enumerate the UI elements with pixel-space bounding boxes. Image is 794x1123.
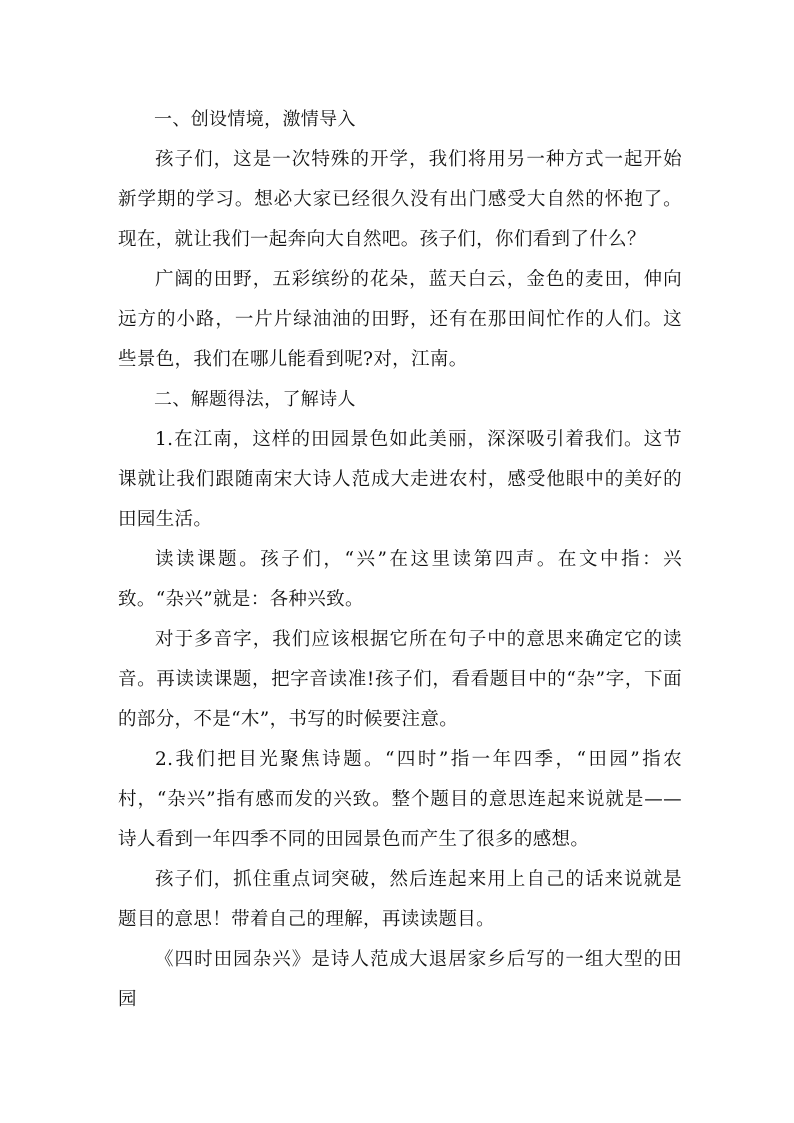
paragraph-poem-intro: 《四时田园杂兴》是诗人范成大退居家乡后写的一组大型的田园 bbox=[118, 949, 682, 1010]
paragraph-read-title: 读读课题。孩子们，“兴”在这里读第四声。在文中指：兴致。“杂兴”就是：各种兴致。 bbox=[118, 549, 682, 610]
section-heading-1: 一、创设情境，激情导入 bbox=[154, 109, 356, 130]
paragraph-intro: 孩子们，这是一次特殊的开学，我们将用另一种方式一起开始新学期的学习。想必大家已经很久没有出门感受大自然的怀抱了。现在，就让我们一起奔向大自然吧。孩子们，你们看到了什么？ bbox=[118, 149, 682, 250]
section-heading-2: 二、解题得法，了解诗人 bbox=[154, 389, 356, 410]
paragraph-polyphone: 对于多音字，我们应该根据它所在句子中的意思来确定它的读音。再读读课题，把字音读准!孩子们，看看题目中的“杂”字，下面的部分，不是“木”，书写的时候要注意。 bbox=[118, 629, 682, 730]
paragraph-point-2: 2.我们把目光聚焦诗题。“四时”指一年四季，“田园”指农村，“杂兴”指有感而发的兴致。整个题目的意思连起来说就是——诗人看到一年四季不同的田园景色而产生了很多的感想。 bbox=[118, 749, 682, 850]
document-body bbox=[118, 100, 682, 1020]
paragraph-point-1: 1.在江南，这样的田园景色如此美丽，深深吸引着我们。这节课就让我们跟随南宋大诗人范成大走进农村，感受他眼中的美好的田园生活。 bbox=[118, 429, 682, 530]
paragraph-scenery: 广阔的田野，五彩缤纷的花朵，蓝天白云，金色的麦田，伸向远方的小路，一片片绿油油的田野，还有在那田间忙作的人们。这些景色，我们在哪儿能看到呢?对，江南。 bbox=[118, 269, 682, 370]
paragraph-summary: 孩子们，抓住重点词突破，然后连起来用上自己的话来说就是题目的意思！带着自己的理解，再读读题目。 bbox=[118, 869, 682, 930]
